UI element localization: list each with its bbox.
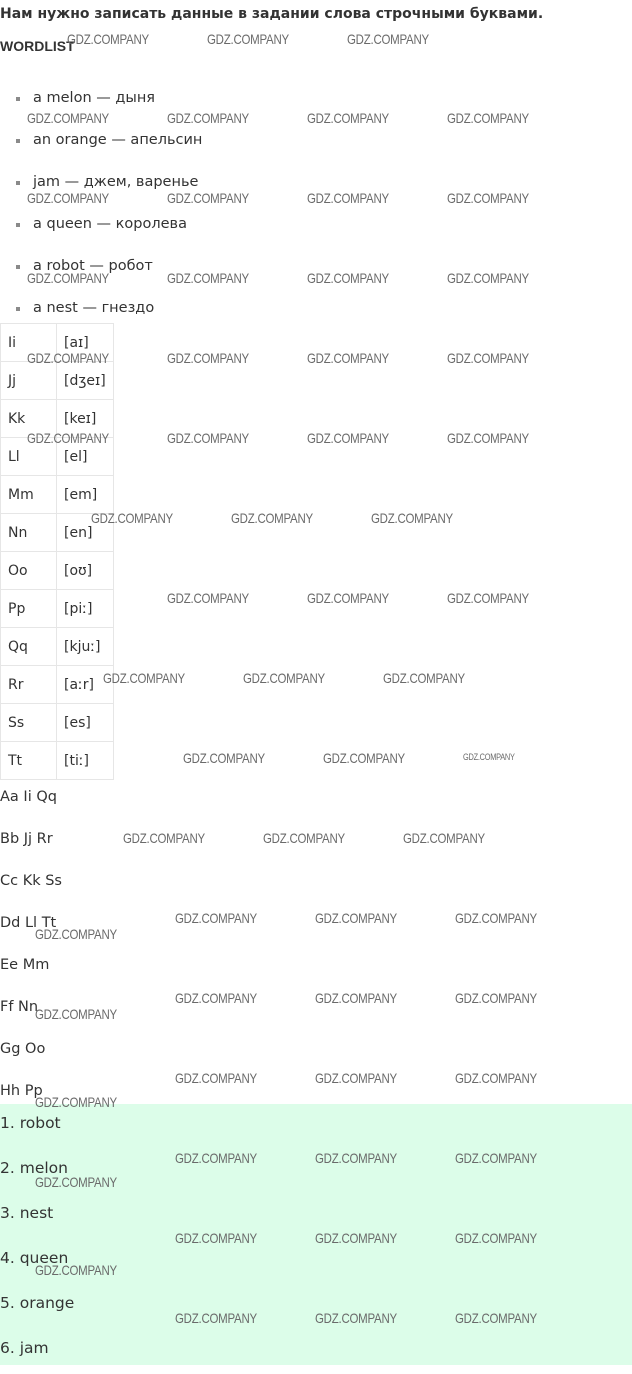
- watermark: GDZ.COMPANY: [175, 1310, 257, 1326]
- watermark: GDZ.COMPANY: [447, 430, 529, 446]
- list-item: jam — джем, варенье: [0, 172, 202, 214]
- pair-line: Ff Nn: [0, 999, 39, 1015]
- list-item: a melon — дыня: [0, 88, 202, 130]
- watermark: GDZ.COMPANY: [455, 990, 537, 1006]
- watermark: GDZ.COMPANY: [27, 110, 109, 126]
- answer-line: 5. orange: [0, 1294, 75, 1312]
- watermark: GDZ.COMPANY: [307, 350, 389, 366]
- alphabet-table: [0, 323, 114, 780]
- transcription-cell: [kjuː]: [57, 628, 114, 666]
- answer-block: [0, 1104, 632, 1365]
- watermark: GDZ.COMPANY: [123, 830, 205, 846]
- pair-line: Aa Ii Qq: [0, 789, 57, 805]
- table-row: [1, 514, 114, 552]
- watermark: GDZ.COMPANY: [207, 31, 289, 47]
- watermark: GDZ.COMPANY: [243, 670, 325, 686]
- watermark: GDZ.COMPANY: [175, 1230, 257, 1246]
- letter-cell: Mm: [1, 476, 57, 514]
- wordlist-title: WORDLIST: [0, 38, 75, 54]
- watermark: GDZ.COMPANY: [447, 110, 529, 126]
- watermark: GDZ.COMPANY: [183, 750, 265, 766]
- table-row: [1, 742, 114, 780]
- watermark: GDZ.COMPANY: [315, 1230, 397, 1246]
- letter-cell: Ll: [1, 438, 57, 476]
- transcription-cell: [tiː]: [57, 742, 114, 780]
- table-row: [1, 552, 114, 590]
- letter-pairs: [0, 786, 62, 1122]
- transcription-cell: [aɪ]: [57, 324, 114, 362]
- watermark: GDZ.COMPANY: [447, 590, 529, 606]
- watermark: GDZ.COMPANY: [103, 670, 185, 686]
- watermark: GDZ.COMPANY: [175, 990, 257, 1006]
- list-item: a queen — королева: [0, 214, 202, 256]
- pair-line: Dd Ll Tt: [0, 915, 57, 931]
- answer-line: 6. jam: [0, 1339, 49, 1357]
- watermark: GDZ.COMPANY: [315, 1310, 397, 1326]
- transcription-cell: [en]: [57, 514, 114, 552]
- letter-cell: Nn: [1, 514, 57, 552]
- list-item: a robot — робот: [0, 256, 202, 298]
- watermark: GDZ.COMPANY: [167, 190, 249, 206]
- watermark: GDZ.COMPANY: [371, 510, 453, 526]
- watermark: GDZ.COMPANY: [315, 990, 397, 1006]
- letter-cell: Jj: [1, 362, 57, 400]
- table-row: [1, 324, 114, 362]
- pair-line: Ee Mm: [0, 957, 50, 973]
- watermark: GDZ.COMPANY: [167, 430, 249, 446]
- letter-cell: Ii: [1, 324, 57, 362]
- watermark: GDZ.COMPANY: [447, 350, 529, 366]
- transcription-cell: [aːr]: [57, 666, 114, 704]
- watermark: GDZ.COMPANY: [35, 926, 117, 942]
- transcription-cell: [el]: [57, 438, 114, 476]
- watermark: GDZ.COMPANY: [307, 270, 389, 286]
- watermark: GDZ.COMPANY: [167, 350, 249, 366]
- task-text: Нам нужно записать данные в задании слова строчными буквами.: [0, 6, 544, 22]
- pair-line: Hh Pp: [0, 1083, 43, 1099]
- watermark: GDZ.COMPANY: [455, 1150, 537, 1166]
- watermark: GDZ.COMPANY: [167, 270, 249, 286]
- watermark: GDZ.COMPANY: [231, 510, 313, 526]
- table-row: [1, 362, 114, 400]
- watermark: GDZ.COMPANY: [455, 1070, 537, 1086]
- watermark: GDZ.COMPANY: [403, 830, 485, 846]
- watermark: GDZ.COMPANY: [447, 270, 529, 286]
- transcription-cell: [piː]: [57, 590, 114, 628]
- list-item: a nest — гнездо: [0, 298, 202, 340]
- watermark: GDZ.COMPANY: [35, 1174, 117, 1190]
- list-item: an orange — апельсин: [0, 130, 202, 172]
- letter-cell: Pp: [1, 590, 57, 628]
- watermark: GDZ.COMPANY: [315, 910, 397, 926]
- watermark: GDZ.COMPANY: [455, 910, 537, 926]
- watermark: GDZ.COMPANY: [307, 190, 389, 206]
- letter-cell: Ss: [1, 704, 57, 742]
- table-row: [1, 666, 114, 704]
- watermark: GDZ.COMPANY: [35, 1006, 117, 1022]
- watermark: GDZ.COMPANY: [447, 190, 529, 206]
- table-row: [1, 438, 114, 476]
- watermark: GDZ.COMPANY: [35, 1094, 117, 1110]
- watermark: GDZ.COMPANY: [383, 670, 465, 686]
- letter-cell: Qq: [1, 628, 57, 666]
- letter-cell: Tt: [1, 742, 57, 780]
- watermark: GDZ.COMPANY: [307, 110, 389, 126]
- answer-line: 4. queen: [0, 1249, 69, 1267]
- word-list: [0, 88, 202, 340]
- table-row: [1, 628, 114, 666]
- transcription-cell: [es]: [57, 704, 114, 742]
- pair-line: Cc Kk Ss: [0, 873, 62, 889]
- watermark: GDZ.COMPANY: [167, 590, 249, 606]
- watermark: GDZ.COMPANY: [263, 830, 345, 846]
- watermark: GDZ.COMPANY: [67, 31, 149, 47]
- watermark: GDZ.COMPANY: [175, 910, 257, 926]
- answer-line: 2. melon: [0, 1159, 68, 1177]
- answer-line: 3. nest: [0, 1204, 54, 1222]
- watermark: GDZ.COMPANY: [27, 350, 109, 366]
- watermark: GDZ.COMPANY: [455, 1230, 537, 1246]
- table-row: [1, 476, 114, 514]
- watermark: GDZ.COMPANY: [27, 190, 109, 206]
- watermark: GDZ.COMPANY: [347, 31, 429, 47]
- watermark: GDZ.COMPANY: [27, 270, 109, 286]
- letter-cell: Kk: [1, 400, 57, 438]
- answer-line: 1. robot: [0, 1114, 61, 1132]
- watermark: GDZ.COMPANY: [307, 590, 389, 606]
- watermark: GDZ.COMPANY: [35, 1262, 117, 1278]
- transcription-cell: [keɪ]: [57, 400, 114, 438]
- table-row: [1, 590, 114, 628]
- transcription-cell: [oʊ]: [57, 552, 114, 590]
- transcription-cell: [dʒeɪ]: [57, 362, 114, 400]
- pair-line: Gg Oo: [0, 1041, 46, 1057]
- watermark: GDZ.COMPANY: [307, 430, 389, 446]
- pair-line: Bb Jj Rr: [0, 831, 53, 847]
- watermark: GDZ.COMPANY: [315, 1150, 397, 1166]
- watermark: GDZ.COMPANY: [455, 1310, 537, 1326]
- table-row: [1, 704, 114, 742]
- watermark: GDZ.COMPANY: [27, 430, 109, 446]
- watermark: GDZ.COMPANY: [91, 510, 173, 526]
- watermark: GDZ.COMPANY: [315, 1070, 397, 1086]
- watermark: GDZ.COMPANY: [463, 752, 515, 762]
- letter-cell: Rr: [1, 666, 57, 704]
- watermark: GDZ.COMPANY: [175, 1150, 257, 1166]
- watermark: GDZ.COMPANY: [323, 750, 405, 766]
- watermark: GDZ.COMPANY: [175, 1070, 257, 1086]
- table-row: [1, 400, 114, 438]
- transcription-cell: [em]: [57, 476, 114, 514]
- watermark: GDZ.COMPANY: [167, 110, 249, 126]
- letter-cell: Oo: [1, 552, 57, 590]
